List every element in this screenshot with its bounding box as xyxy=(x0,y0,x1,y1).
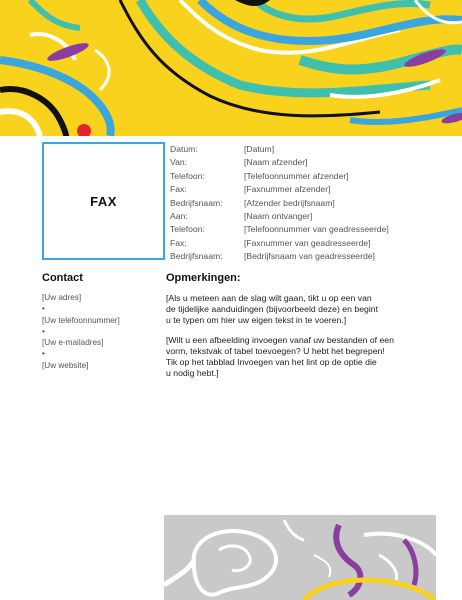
info-row-sender-company xyxy=(170,197,389,210)
info-value-sender-fax[interactable]: [Faxnummer afzender] xyxy=(244,184,331,195)
info-row-date xyxy=(170,143,389,156)
remarks-line: de tijdelijke aanduidingen (bijvoorbeeld deze) en begint xyxy=(166,304,379,315)
info-value-recipient-fax[interactable]: [Faxnummer van geadresseerde] xyxy=(244,237,371,248)
header-banner-art xyxy=(0,0,462,136)
info-value-sender-company[interactable]: [Afzender bedrijfsnaam] xyxy=(244,197,335,208)
contact-list xyxy=(42,292,120,371)
info-row-sender-fax xyxy=(170,183,389,196)
contact-phone[interactable]: [Uw telefoonnummer] xyxy=(42,315,120,325)
remarks-line: u nodig hebt.] xyxy=(166,368,219,379)
remarks-line: u te typen om hier uw eigen tekst in te voeren.] xyxy=(166,315,347,326)
info-label: Bedrijfsnaam: xyxy=(170,197,223,208)
remarks-body[interactable] xyxy=(166,293,431,387)
info-value-recipient-company[interactable]: [Bedrijfsnaam van geadresseerde] xyxy=(244,251,375,262)
contact-heading: Contact xyxy=(42,272,83,284)
info-label: Aan: xyxy=(170,210,188,221)
fax-title-box xyxy=(42,142,165,260)
info-row-recipient-company xyxy=(170,250,389,263)
bullet-separator: • xyxy=(42,349,45,359)
info-label: Datum: xyxy=(170,144,198,154)
info-value-sender-phone[interactable]: [Telefoonnummer afzender] xyxy=(244,170,349,181)
bullet-separator: • xyxy=(42,326,45,336)
remarks-line: Tik op het tabblad Invoegen van het lint op de optie die xyxy=(166,357,377,368)
info-label: Fax: xyxy=(170,184,187,195)
footer-decorative-art xyxy=(164,515,436,600)
fax-info-table xyxy=(170,143,389,264)
bullet-separator: • xyxy=(42,304,45,314)
remarks-line: [Als u meteen aan de slag wilt gaan, tikt u op een van xyxy=(166,293,372,303)
info-row-recipient-phone xyxy=(170,223,389,236)
info-row-recipient-fax xyxy=(170,237,389,250)
fax-title: FAX xyxy=(90,193,117,209)
info-label: Van: xyxy=(170,157,188,168)
info-label: Bedrijfsnaam: xyxy=(170,251,223,262)
info-value-sender-name[interactable]: [Naam afzender] xyxy=(244,157,308,168)
contact-address[interactable]: [Uw adres] xyxy=(42,293,82,302)
contact-website[interactable]: [Uw website] xyxy=(42,360,89,370)
info-value-date[interactable]: [Datum] xyxy=(244,144,275,154)
remarks-paragraph[interactable] xyxy=(166,293,431,327)
remarks-paragraph[interactable] xyxy=(166,335,431,380)
info-label: Fax: xyxy=(170,237,187,248)
info-value-recipient-phone[interactable]: [Telefoonnummer van geadresseerde] xyxy=(244,224,389,235)
info-row-sender-phone xyxy=(170,170,389,183)
info-label: Telefoon: xyxy=(170,170,205,181)
info-row-from xyxy=(170,156,389,169)
info-label: Telefoon: xyxy=(170,224,205,235)
info-value-recipient-name[interactable]: [Naam ontvanger] xyxy=(244,210,313,221)
remarks-heading: Opmerkingen: xyxy=(166,272,241,284)
remarks-line: [Wilt u een afbeelding invoegen vanaf uw bestanden of een xyxy=(166,334,394,345)
contact-email[interactable]: [Uw e-mailadres] xyxy=(42,338,104,348)
info-row-to xyxy=(170,210,389,223)
remarks-line: vorm, tekstvak of tabel toevoegen? U hebt het begrepen! xyxy=(166,345,385,356)
